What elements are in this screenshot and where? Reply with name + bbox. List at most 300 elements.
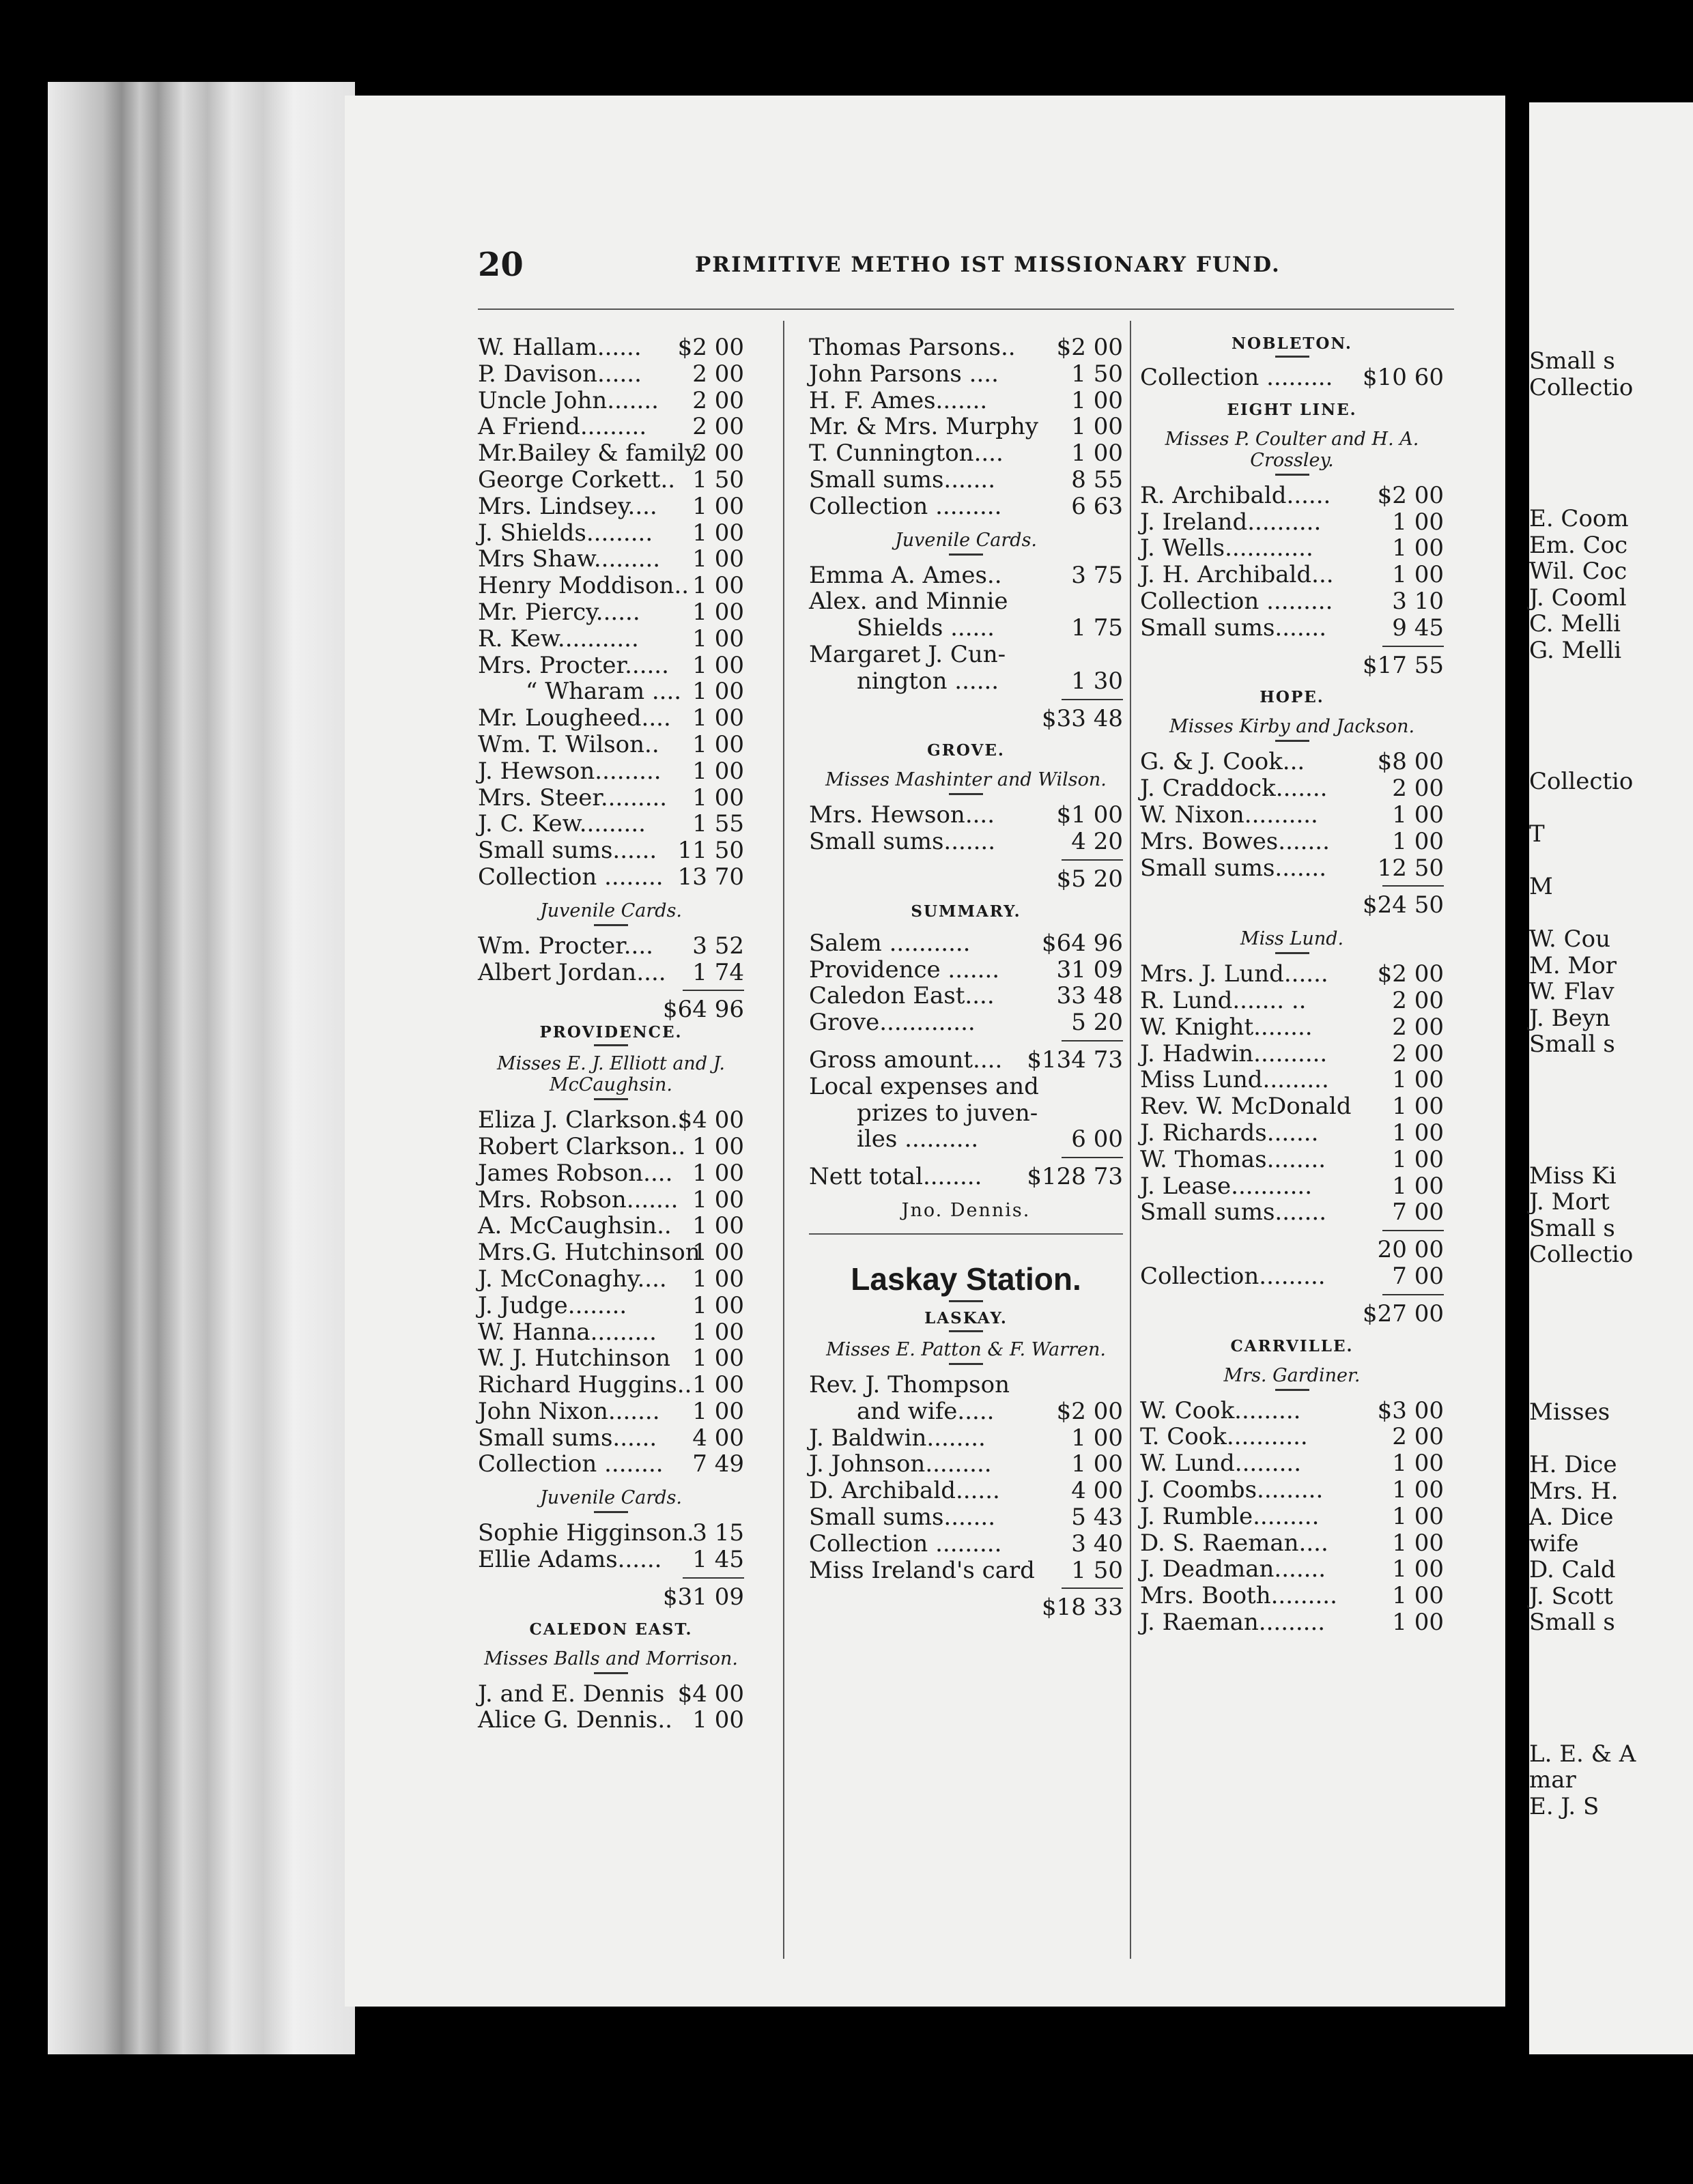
entry-amount: $24 50	[1363, 891, 1444, 919]
facing-page-text: E. J. S	[1529, 1792, 1599, 1820]
entry-amount: $1 00	[1056, 801, 1123, 829]
entry-name: J. Richards.......	[1140, 1119, 1319, 1147]
entry-amount: 1 00	[1392, 1476, 1444, 1504]
entry-amount: 1 00	[1071, 1450, 1123, 1478]
entry-row	[809, 1425, 1123, 1452]
entry-row	[809, 1009, 1123, 1036]
facing-page-text: C. Melli	[1529, 610, 1621, 637]
entry-row	[809, 334, 1123, 361]
entry-row	[1140, 1173, 1444, 1200]
collectors-line: Mrs. Gardiner.	[1223, 1364, 1361, 1386]
facing-page-text: J. Mort	[1529, 1188, 1610, 1216]
entry-name: J. Craddock.......	[1140, 775, 1328, 803]
entry-row	[1140, 1014, 1444, 1041]
entry-amount: 1 50	[692, 465, 744, 493]
entry-row	[809, 588, 1123, 615]
entry-amount: 1 00	[692, 1265, 744, 1293]
entry-amount: 1 00	[692, 519, 744, 547]
entry-row	[809, 361, 1123, 388]
entry-amount: 1 00	[692, 598, 744, 626]
entry-name: Mrs. Hewson....	[809, 801, 995, 829]
entry-row	[1140, 749, 1444, 775]
entry-row	[809, 1047, 1123, 1074]
entry-row	[478, 493, 744, 520]
entry-row	[1140, 829, 1444, 855]
entry-amount: 2 00	[692, 440, 744, 468]
entry-name: Emma A. Ames..	[809, 561, 1002, 589]
entry-amount: 2 00	[692, 413, 744, 441]
entry-row	[478, 705, 744, 732]
entry-name: T. Cunnington....	[809, 440, 1004, 468]
short-rule	[949, 1330, 983, 1339]
entry-name: Wm. T. Wilson..	[478, 730, 659, 758]
entry-row	[478, 933, 744, 960]
entry-row	[478, 1547, 744, 1573]
entry-amount: 1 00	[1392, 1066, 1444, 1094]
entry-name: P. Davison......	[478, 360, 642, 388]
entry-row	[478, 811, 744, 837]
entry-name: Collection .........	[809, 492, 1002, 520]
entry-name: Miss Ireland's card	[809, 1556, 1035, 1584]
entry-row	[1140, 988, 1444, 1014]
entry-name: “ Wharam ....	[526, 678, 682, 706]
entry-amount: 1 00	[1071, 440, 1123, 468]
entry-row	[478, 1266, 744, 1293]
entry-row	[809, 1164, 1123, 1190]
entry-amount: $8 00	[1377, 748, 1444, 776]
entry-name: John Nixon.......	[478, 1397, 660, 1425]
running-title: PRIMITIVE METHO IST MISSIONARY FUND.	[695, 253, 1281, 277]
entry-name: Rev. W. McDonald	[1140, 1093, 1352, 1121]
facing-page-text: Collectio	[1529, 1241, 1634, 1268]
entry-row	[809, 802, 1123, 829]
entry-amount: 1 00	[1071, 386, 1123, 414]
entry-name: Collection .........	[1140, 587, 1333, 615]
entry-name: J. Baldwin........	[809, 1424, 986, 1452]
entry-name: Mr. Piercy......	[478, 598, 640, 626]
entry-name: Small sums.......	[1140, 1198, 1327, 1226]
entry-name: R. Kew...........	[478, 624, 639, 652]
section-heading: EIGHT LINE.	[1227, 400, 1357, 419]
spacer	[478, 891, 744, 900]
entry-name: W. Nixon..........	[1140, 801, 1318, 829]
entry-amount: 1 00	[1071, 413, 1123, 441]
spacer	[809, 921, 1123, 930]
section-heading: CARRVILLE.	[1230, 1336, 1354, 1355]
entry-amount: $4 00	[677, 1680, 744, 1708]
entry-row	[478, 1187, 744, 1213]
entry-row	[478, 546, 744, 573]
entry-row	[1140, 535, 1444, 562]
spacer	[809, 1251, 1123, 1261]
entry-name: J. H. Archibald...	[1140, 561, 1334, 589]
entry-amount: $64 96	[663, 996, 744, 1024]
entry-name: D. Archibald......	[809, 1477, 1000, 1505]
entry-amount: $2 00	[1056, 1397, 1123, 1425]
entry-name: Robert Clarkson..	[478, 1132, 686, 1160]
entry-row	[809, 706, 1123, 732]
entry-amount: 1 45	[692, 1546, 744, 1574]
entry-row	[478, 573, 744, 599]
entry-amount: 1 75	[1071, 614, 1123, 642]
entry-name: Collection .........	[1140, 364, 1333, 391]
entry-row	[478, 1160, 744, 1187]
entry-row	[809, 1100, 1123, 1127]
column-3	[1140, 334, 1444, 1636]
entry-name: J. Wells............	[1140, 534, 1313, 562]
entry-name: J. Lease...........	[1140, 1172, 1313, 1200]
entry-name: Nett total........	[809, 1163, 982, 1191]
entry-name: Mrs. Bowes.......	[1140, 827, 1330, 855]
facing-page-text: Small s	[1529, 1031, 1615, 1058]
entry-row	[1140, 562, 1444, 588]
entry-row	[478, 361, 744, 388]
entry-name: R. Lund....... ..	[1140, 986, 1307, 1014]
entry-row	[478, 1293, 744, 1319]
entry-amount: 1 50	[1071, 360, 1123, 388]
entry-name: Local expenses and	[809, 1072, 1039, 1100]
entry-name: J. Hadwin..........	[1140, 1039, 1328, 1067]
entry-amount: 1 00	[1392, 1093, 1444, 1121]
entry-amount: $2 00	[1056, 334, 1123, 361]
facing-page-text: Misses	[1529, 1398, 1610, 1426]
entry-row	[478, 1584, 744, 1611]
entry-name: Salem ...........	[809, 929, 971, 957]
entry-row	[1140, 615, 1444, 642]
entry-amount: $31 09	[663, 1583, 744, 1611]
entry-amount: 1 00	[692, 1159, 744, 1187]
section-heading: PROVIDENCE.	[539, 1023, 683, 1042]
short-rule	[1275, 1389, 1309, 1398]
facing-page-text: D. Cald	[1529, 1556, 1616, 1583]
facing-page-text: Collectio	[1529, 768, 1634, 795]
collectors-line: Misses Kirby and Jackson.	[1169, 716, 1415, 738]
facing-page-text: A. Dice	[1529, 1504, 1614, 1531]
entry-amount: 1 00	[692, 1318, 744, 1346]
column-2	[809, 334, 1123, 1621]
spacer	[1140, 391, 1444, 401]
entry-amount: 1 00	[1392, 508, 1444, 536]
entry-name: Small sums.......	[1140, 614, 1327, 642]
entry-amount: 11 50	[677, 837, 744, 865]
entry-row	[1140, 1583, 1444, 1609]
entry-name: iles ..........	[857, 1125, 979, 1153]
entry-row	[1140, 1263, 1444, 1290]
entry-row	[478, 467, 744, 493]
signature: Jno. Dennis.	[901, 1199, 1031, 1221]
entry-amount: 7 00	[1392, 1262, 1444, 1290]
entry-name: George Corkett..	[478, 465, 676, 493]
entry-amount: $4 00	[677, 1106, 744, 1134]
entry-row	[809, 1126, 1123, 1153]
entry-amount: 2 00	[1392, 775, 1444, 803]
collectors-line: Crossley.	[1250, 449, 1334, 471]
entry-name: W. J. Hutchinson	[478, 1345, 670, 1373]
entry-name: Grove.............	[809, 1009, 976, 1037]
entry-row	[478, 1372, 744, 1398]
entry-amount: $128 73	[1027, 1163, 1123, 1191]
entry-amount: 33 48	[1056, 982, 1123, 1010]
entry-name: Rev. J. Thompson	[809, 1370, 1010, 1398]
section-heading: CALEDON EAST.	[529, 1620, 693, 1639]
entry-name: Mrs. Steer.........	[478, 784, 668, 811]
entry-row	[1140, 1609, 1444, 1636]
facing-page-text: M	[1529, 873, 1553, 900]
entry-row	[809, 668, 1123, 695]
entry-row	[1140, 1301, 1444, 1327]
entry-amount: 5 20	[1071, 1009, 1123, 1037]
entry-row	[478, 1134, 744, 1160]
entry-name: Miss Lund.........	[1140, 1066, 1329, 1094]
entry-row	[478, 599, 744, 626]
entry-amount: 1 30	[1071, 667, 1123, 695]
entry-row	[809, 440, 1123, 467]
collectors-line: McCaughsin.	[549, 1074, 673, 1096]
entry-row	[478, 652, 744, 679]
entry-name: John Parsons ....	[809, 360, 999, 388]
entry-amount: 7 00	[1392, 1198, 1444, 1226]
entry-row	[1140, 509, 1444, 536]
station-heading: Laskay Station.	[851, 1261, 1081, 1297]
facing-page-text: J. Cooml	[1529, 584, 1627, 612]
entry-row	[478, 758, 744, 785]
facing-page-fragment	[1529, 102, 1693, 2054]
entry-row	[809, 642, 1123, 668]
entry-amount: 1 00	[692, 1239, 744, 1267]
short-rule	[949, 554, 983, 562]
entry-row	[1140, 1067, 1444, 1093]
entry-name: Collection.........	[1140, 1262, 1326, 1290]
entry-name: J. Deadman.......	[1140, 1555, 1326, 1583]
column-divider	[783, 321, 784, 1959]
entry-row	[478, 388, 744, 414]
entry-amount: 12 50	[1377, 854, 1444, 882]
entry-name: Collection ........	[478, 863, 664, 891]
entry-amount: 4 00	[1071, 1477, 1123, 1505]
entry-name: Mrs. Booth.........	[1140, 1582, 1337, 1610]
spacer	[809, 732, 1123, 741]
entry-amount: $2 00	[677, 334, 744, 361]
entry-name: J. Raeman.........	[1140, 1608, 1326, 1636]
entry-amount: $134 73	[1027, 1046, 1123, 1074]
section-heading: NOBLETON.	[1232, 334, 1352, 353]
facing-page-text: Collectio	[1529, 373, 1634, 401]
entry-row	[809, 983, 1123, 1009]
entry-name: W. Hanna.........	[478, 1318, 657, 1346]
entry-row	[478, 864, 744, 891]
entry-amount: 1 00	[1392, 1608, 1444, 1636]
entry-amount: 1 00	[692, 492, 744, 520]
page-header	[478, 246, 1502, 287]
entry-name: Alice G. Dennis..	[478, 1706, 672, 1734]
entry-row	[809, 930, 1123, 957]
collectors-line: Misses Mashinter and Wilson.	[825, 769, 1107, 791]
entry-name: Collection ........	[478, 1450, 664, 1478]
entry-name: Ellie Adams......	[478, 1546, 662, 1574]
entry-row	[1140, 1424, 1444, 1450]
entry-amount: 20 00	[1377, 1236, 1444, 1264]
collectors-line: Misses P. Coulter and H. A.	[1165, 428, 1419, 450]
short-rule	[594, 924, 628, 933]
facing-page-text: E. Coom	[1529, 505, 1629, 532]
section-rule	[809, 1233, 1123, 1251]
facing-page-text: Small s	[1529, 347, 1615, 375]
entry-row	[1140, 1041, 1444, 1067]
entry-amount: $33 48	[1042, 704, 1123, 732]
entry-amount: 1 00	[1392, 1502, 1444, 1530]
entry-row	[1140, 1398, 1444, 1424]
entry-amount: 3 40	[1071, 1529, 1123, 1557]
entry-row	[478, 1107, 744, 1134]
entry-amount: 9 45	[1392, 614, 1444, 642]
entry-name: prizes to juven-	[857, 1099, 1038, 1127]
entry-amount: 1 00	[692, 1212, 744, 1240]
entry-amount: 1 00	[692, 1132, 744, 1160]
entry-row	[809, 1372, 1123, 1398]
entry-amount: 1 00	[692, 1706, 744, 1734]
entry-row	[809, 1557, 1123, 1584]
entry-row	[478, 1398, 744, 1425]
entry-row	[1140, 892, 1444, 919]
entry-name: nington ......	[857, 667, 999, 695]
entry-row	[478, 334, 744, 361]
entry-amount: 1 00	[1392, 1145, 1444, 1173]
collectors-line: Misses E. Patton & F. Warren.	[826, 1338, 1106, 1360]
entry-amount: $64 96	[1042, 929, 1123, 957]
entry-name: Small sums.......	[1140, 854, 1327, 882]
entry-row	[1140, 483, 1444, 509]
entry-row	[478, 520, 744, 547]
facing-page-text: W. Cou	[1529, 925, 1610, 953]
spacer	[1140, 678, 1444, 688]
entry-amount: 1 00	[692, 784, 744, 811]
entry-row	[1140, 1556, 1444, 1583]
spacer	[1140, 1327, 1444, 1337]
entry-amount: 1 00	[692, 704, 744, 732]
entry-name: Small sums......	[478, 837, 657, 865]
entry-row	[1140, 1477, 1444, 1504]
entry-amount: 7 49	[692, 1450, 744, 1478]
section-heading: LASKAY.	[924, 1308, 1008, 1327]
entry-amount: 4 00	[692, 1424, 744, 1452]
spacer	[809, 1190, 1123, 1200]
entry-name: Mrs. Lindsey....	[478, 492, 657, 520]
spacer	[1140, 706, 1444, 716]
entry-row	[809, 1478, 1123, 1504]
entry-amount: $27 00	[1363, 1299, 1444, 1327]
entry-name: Henry Moddison..	[478, 572, 689, 600]
entry-amount: 1 00	[1392, 827, 1444, 855]
entry-amount: 6 00	[1071, 1125, 1123, 1153]
entry-row	[809, 957, 1123, 983]
facing-page-text: J. Beyn	[1529, 1004, 1610, 1032]
column-divider	[1130, 321, 1131, 1959]
page-content	[345, 96, 1505, 2007]
entry-amount: $10 60	[1363, 364, 1444, 391]
spacer	[478, 1639, 744, 1648]
entry-row	[1140, 652, 1444, 679]
entry-name: J. Coombs.........	[1140, 1476, 1324, 1504]
facing-page-text: Mrs. H.	[1529, 1477, 1619, 1505]
entry-amount: 1 00	[692, 651, 744, 679]
entry-row	[478, 414, 744, 440]
entry-name: J. Rumble.........	[1140, 1502, 1320, 1530]
entry-name: Mrs.G. Hutchinson	[478, 1239, 700, 1267]
entry-amount: 1 00	[1392, 534, 1444, 562]
entry-name: W. Thomas........	[1140, 1145, 1326, 1173]
entry-amount: 1 00	[1392, 1119, 1444, 1147]
entry-amount: 1 74	[692, 958, 744, 986]
entry-row	[1140, 588, 1444, 615]
entry-name: W. Knight........	[1140, 1013, 1313, 1041]
entry-row	[478, 1707, 744, 1734]
entry-name: Uncle John.......	[478, 386, 659, 414]
entry-name: J. Ireland..........	[1140, 508, 1322, 536]
entry-row	[478, 1239, 744, 1266]
spacer	[478, 1611, 744, 1620]
facing-page-text: Miss Ki	[1529, 1162, 1617, 1190]
entry-row	[1140, 775, 1444, 802]
entry-amount: 1 00	[1392, 561, 1444, 589]
entry-name: Thomas Parsons..	[809, 334, 1016, 361]
entry-name: J. Johnson.........	[809, 1450, 992, 1478]
entry-row	[809, 866, 1123, 893]
collectors-line: Juvenile Cards.	[539, 1487, 683, 1509]
entry-row	[1140, 1504, 1444, 1530]
short-rule	[1275, 474, 1309, 483]
entry-amount: 2 00	[1392, 1039, 1444, 1067]
facing-page-text: wife	[1529, 1529, 1579, 1557]
entry-amount: 3 10	[1392, 587, 1444, 615]
entry-row	[478, 996, 744, 1023]
entry-row	[1140, 1147, 1444, 1173]
entry-row	[1140, 1093, 1444, 1120]
facing-page-text: Em. Coc	[1529, 531, 1628, 559]
entry-name: Mr.Bailey & family	[478, 440, 698, 468]
facing-page-text: Small s	[1529, 1214, 1615, 1242]
collectors-line: Misses E. J. Elliott and J.	[497, 1053, 725, 1075]
entry-amount: 1 50	[1071, 1556, 1123, 1584]
entry-name: Providence .......	[809, 956, 1000, 983]
entry-amount: 5 43	[1071, 1503, 1123, 1531]
entry-name: H. F. Ames.......	[809, 386, 988, 414]
spacer	[1140, 1355, 1444, 1365]
short-rule	[594, 1044, 628, 1053]
entry-amount: 1 00	[692, 678, 744, 706]
entry-row	[478, 626, 744, 652]
facing-page-text: H. Dice	[1529, 1451, 1617, 1478]
entry-name: Margaret J. Cun-	[809, 640, 1006, 668]
header-rule	[478, 308, 1454, 310]
page-number: 20	[478, 246, 524, 284]
collectors-line: Misses Balls and Morrison.	[484, 1648, 738, 1669]
entry-name: J. Judge........	[478, 1291, 627, 1319]
short-rule	[594, 1672, 628, 1681]
entry-name: Mrs. J. Lund......	[1140, 960, 1328, 988]
entry-row	[809, 829, 1123, 855]
short-rule	[949, 1363, 983, 1372]
facing-page-text: Wil. Coc	[1529, 558, 1627, 585]
entry-row	[1140, 1450, 1444, 1477]
entry-row	[1140, 802, 1444, 829]
entry-name: R. Archibald......	[1140, 481, 1331, 509]
entry-row	[809, 493, 1123, 520]
entry-name: D. S. Raeman....	[1140, 1529, 1328, 1557]
entry-amount: 1 00	[1392, 1450, 1444, 1478]
entry-row	[809, 562, 1123, 589]
entry-amount: 31 09	[1056, 956, 1123, 983]
entry-name: G. & J. Cook...	[1140, 748, 1305, 776]
